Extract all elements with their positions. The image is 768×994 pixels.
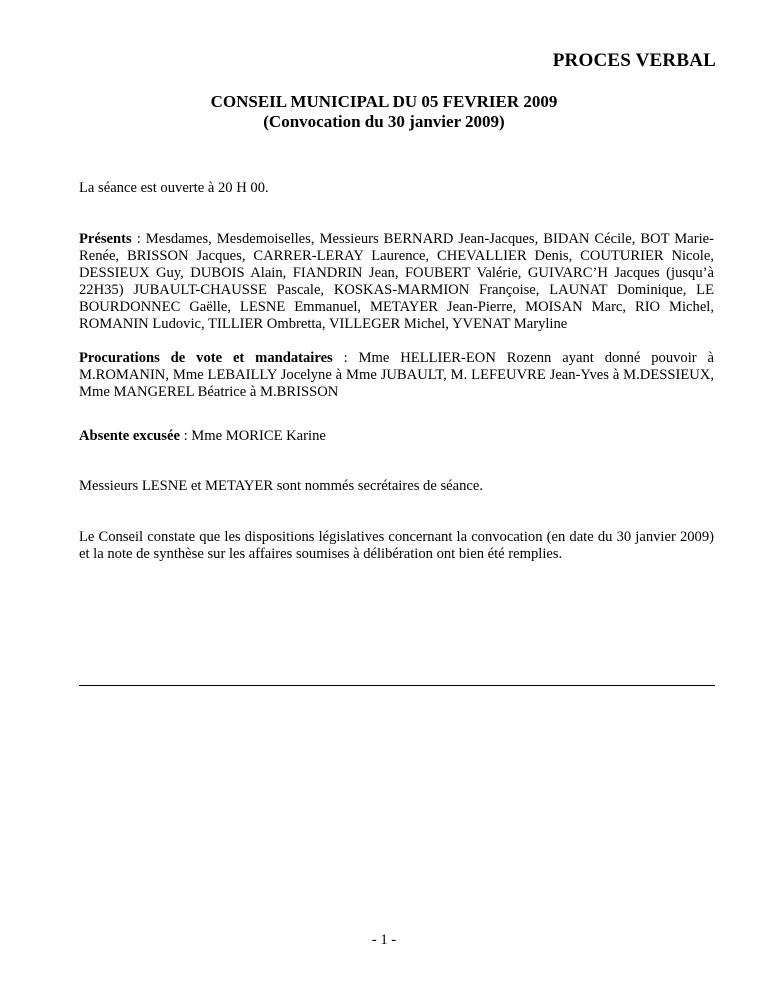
procurations-paragraph — [79, 350, 714, 401]
presents-label: Présents — [79, 231, 132, 247]
secretaires-paragraph: Messieurs LESNE et METAYER sont nommés secrétaires de séance. — [79, 478, 483, 494]
procurations-list: : Mme HELLIER-EON Rozenn ayant donné pouvoir à M.ROMANIN, Mme LEBAILLY Jocelyne à Mme JUBAULT, M. LEFEUVRE Jean-Yves à M.DESSIEUX, Mme MANGEREL Béatrice à M.BRISSON — [79, 350, 714, 400]
presents-list: : Mesdames, Mesdemoiselles, Messieurs BERNARD Jean-Jacques, BIDAN Cécile, BOT Marie-Renée, BRISSON Jacques, CARRER-LERAY Laurence, CHEVALLIER Denis, COUTURIER Nicole, DESSIEUX Guy, DUBOIS Alain, FIANDRIN Jean, FOUBERT Valérie, GUIVARC’H Jacques (jusqu’à 22H35) JUBAULT-CHAUSSE Pascale, KOSKAS-MARMION Françoise, LAUNAT Dominique, LE BOURDONNEC Gaëlle, LESNE Emmanuel, METAYER Jean-Pierre, MOISAN Marc, RIO Michel, ROMANIN Ludovic, TILLIER Ombretta, VILLEGER Michel, YVENAT Maryline — [79, 231, 714, 332]
procurations-label: Procurations de vote et mandataires — [79, 350, 333, 366]
opening-paragraph: La séance est ouverte à 20 H 00. — [79, 180, 269, 196]
horizontal-rule — [79, 685, 715, 686]
absente-label: Absente excusée — [79, 428, 180, 444]
presents-paragraph — [79, 231, 714, 333]
convocation-date: (Convocation du 30 janvier 2009) — [263, 112, 505, 131]
absente-name: : Mme MORICE Karine — [179, 428, 326, 444]
absente-paragraph — [79, 428, 714, 445]
conseil-paragraph: Le Conseil constate que les dispositions législatives concernant la convocation (en date du 30 janvier 2009) et la note de synthèse sur les affaires soumises à délibération ont bien été remplies. — [79, 529, 714, 562]
meeting-heading — [0, 92, 768, 132]
page-number: - 1 - — [371, 932, 397, 948]
meeting-title: CONSEIL MUNICIPAL DU 05 FEVRIER 2009 — [210, 92, 558, 111]
document-title: PROCES VERBAL — [552, 50, 716, 71]
